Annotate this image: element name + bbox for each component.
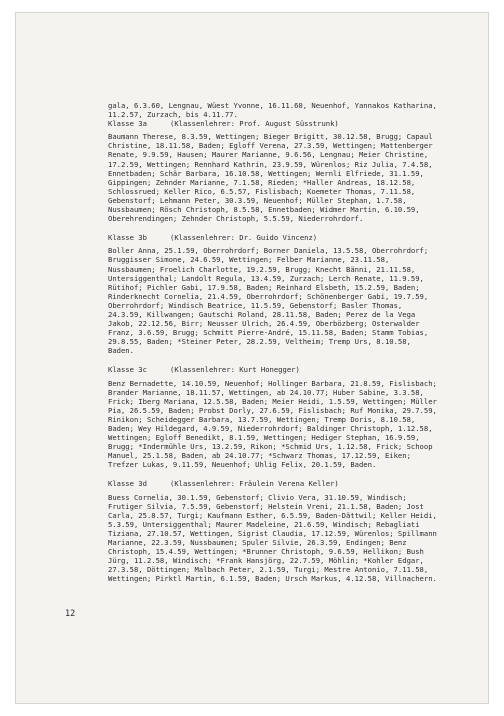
teacher-label: (Klassenlehrer: Dr. Guido Vincenz) bbox=[170, 233, 318, 243]
klasse-label: Klasse 3d bbox=[108, 479, 147, 489]
section-klasse-3b bbox=[108, 233, 438, 355]
teacher-label: (Klassenlehrer: Fräulein Verena Keller) bbox=[170, 479, 339, 489]
section-klasse-3c bbox=[108, 365, 438, 469]
student-list: Buess Cornelia, 30.1.59, Gebenstorf; Clivio Vera, 31.10.59, Windisch; Frutiger Silvia, 7.5.59, Gebenstorf; Helstein Vreni, 21.1.58, Baden; Jost Carla, 25.8.57, Turgi; Kaufmann Esther, 6.5.59, Baden-Dättwil; Keller Heidi, 5.3.59, Untersiggenthal; Maurer Madeleine, 21.6.59, Windisch; Rebagliati Tiziana, 27.10.57, Wettingen, Sigrist Claudia, 17.12.59, Würenlos; Spillmann Marianne, 22.3.59, Nussbaumen; Spuler Silvie, 26.3.59, Endingen; Benz Christoph, 15.4.59, Wettingen; *Brunner Christoph, 9.6.59, Hellikon; Bush Jürg, 11.2.58, Windisch; *Frank Hansjörg, 22.7.59, Möhlin; *Kohler Edgar, 27.3.58, Döttingen; Malbach Peter, 2.1.59, Turgi; Mestre Antonio, 7.11.58, Wettingen; Pirktl Martin, 6.1.59, Baden; Ursch Markus, 4.12.58, Villnachern. bbox=[108, 492, 437, 584]
intro-paragraph: gala, 6.3.60, Lengnau, Wüest Yvonne, 16.11.60, Neuenhof, Yannakos Katharina, 11.2.57, Zurzach, bis 4.11.77. bbox=[108, 101, 437, 120]
section-heading bbox=[108, 119, 438, 128]
teacher-label: (Klassenlehrer: Kurt Honegger) bbox=[170, 365, 300, 375]
student-list: Baumann Therese, 8.3.59, Wettingen; Bieger Brigitt, 30.12.58, Brugg; Capaul Christine, 18.11.58, Baden; Egloff Verena, 27.3.59, Wettingen; Mattenberger Renate, 9.9.59, Hausen; Maurer Marianne, 9.6.56, Lengnau; Meier Christine, 17.2.59, Wettingen; Rennhard Kathrin, 23.9.59, Würenlos; Riz Julia, 7.4.58, Ennetbaden; Schär Barbara, 16.10.58, Wettingen; Wernli Elfriede, 31.1.59, Gippingen; Zehnder Marianne, 7.1.58, Rieden; *Haller Andreas, 18.12.58, Schlossrued; Keller Rico, 6.5.57, Fislisbach; Koemeter Thomas, 7.11.58, Gebenstorf; Lehmann Peter, 30.3.59, Neuenhof; Müller Stephan, 1.7.58, Nussbaumen; Rösch Christoph, 8.5.58, Ennetbaden; Widmer Martin, 6.10.59, Oberehrendingen; Zehnder Christoph, 5.5.59, Niederrohrdorf. bbox=[108, 132, 433, 224]
section-heading bbox=[108, 233, 438, 242]
section-klasse-3a bbox=[108, 119, 438, 223]
page-number: 12 bbox=[65, 609, 76, 619]
klasse-label: Klasse 3c bbox=[108, 365, 147, 375]
teacher-label: (Klassenlehrer: Prof. August Süsstrunk) bbox=[170, 119, 339, 129]
section-heading bbox=[108, 479, 438, 488]
document-page bbox=[15, 12, 489, 704]
student-list: Boller Anna, 25.1.59, Oberrohrdorf; Borner Daniela, 13.5.58, Oberrohrdorf; Bruggisser Simone, 24.6.59, Wettingen; Felber Marianne, 23.11.58, Nussbaumen; Froelich Charlotte, 19.2.59, Brugg; Knecht Bänni, 21.11.58, Untersiggenthal; Landolt Regula, 13.4.59, Zurzach; Lerch Renate, 11.9.59, Rütihof; Pichler Gabi, 17.9.58, Baden; Reinhard Elsbeth, 15.2.59, Baden; Rinderknecht Cornelia, 21.4.59, Oberrohrdorf; Schönenberger Gabi, 19.7.59, Oberrohrdorf; Windisch Beatrice, 11.5.59, Gebenstorf; Basler Thomas, 24.3.59, Killwangen; Gautschi Roland, 28.11.58, Baden; Perez de la Vega Jakob, 22.12.56, Birr; Neusser Ulrich, 26.4.59, Oberbözberg; Osterwalder Franz, 3.6.59, Brugg; Schmitt Pierre-André, 15.11.58, Baden; Stamm Tobias, 29.8.55, Baden; *Steiner Peter, 28.2.59, Veltheim; Tremp Urs, 8.10.58, Baden. bbox=[108, 246, 429, 356]
section-klasse-3d bbox=[108, 479, 438, 583]
page-content bbox=[108, 101, 438, 594]
klasse-label: Klasse 3b bbox=[108, 233, 147, 243]
section-heading bbox=[108, 365, 438, 374]
klasse-label: Klasse 3a bbox=[108, 119, 147, 129]
student-list: Benz Bernadette, 14.10.59, Neuenhof; Hollinger Barbara, 21.8.59, Fislisbach; Brander Marianne, 18.11.57, Wettingen, ab 24.10.77; Huber Sabine, 3.3.58, Frick; Iberg Mariana, 12.5.58, Baden; Meier Heidi, 1.5.59, Wettingen; Müller Pia, 26.5.59, Baden; Probst Dorly, 27.6.59, Fislisbach; Ruf Monika, 29.7.59, Rinikon; Scheidegger Barbara, 13.7.59, Wettingen; Tremp Doris, 8.10.58, Baden; Wey Hildegard, 4.9.59, Niederrohrdorf; Baldinger Christoph, 1.12.58, Wettingen; Egloff Benedikt, 8.1.59, Wettingen; Hediger Stephan, 16.9.59, Brugg; *Indermühle Urs, 13.2.59, Rikon; *Schmid Urs, 1.12.58, Frick; Schoop Manuel, 25.1.58, Baden, ab 24.10.77; *Schwarz Thomas, 17.12.59, Eiken; Trefzer Lukas, 9.11.59, Neuenhof; Uhlig Felix, 20.1.59, Baden. bbox=[108, 378, 437, 470]
bottom-margin bbox=[0, 704, 504, 716]
